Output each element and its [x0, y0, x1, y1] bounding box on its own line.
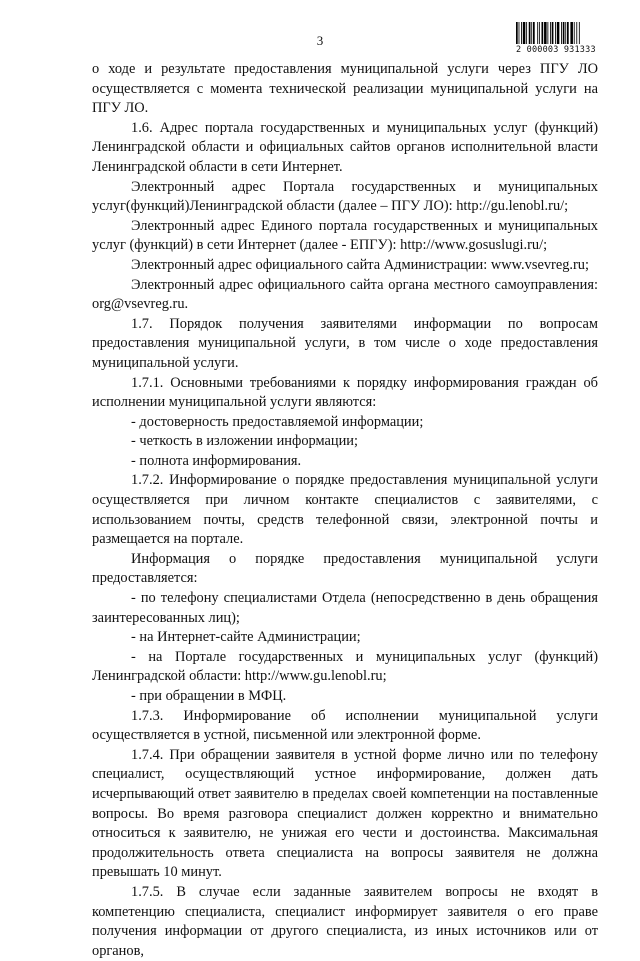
paragraph: - достоверность предоставляемой информации;	[131, 413, 424, 430]
paragraph: 1.7.5. В случае если заданные заявителем вопросы не входят в компетенцию специалиста, специалист информирует заявителя о его праве получения информации от другого специалиста, из иных источников или от органов,	[92, 883, 598, 959]
paragraph: - на Портале государственных и муниципальных услуг (функций) Ленинградской области: http://www.gu.lenobl.ru;	[92, 648, 598, 685]
paragraph: Электронный адрес официального сайта Администрации: www.vsevreg.ru;	[131, 256, 589, 273]
barcode-number: 2 000003 931333	[516, 45, 596, 55]
paragraph: о ходе и результате предоставления муниципальной услуги через ПГУ ЛО осуществляется с момента технической реализации муниципальной услуги на ПГУ ЛО.	[92, 61, 598, 117]
paragraph: 1.7.3. Информирование об исполнении муниципальной услуги осуществляется в устной, письменной или электронной форме.	[92, 707, 598, 744]
paragraph: Электронный адрес Портала государственных и муниципальных услуг(функций)Ленинградской области (далее – ПГУ ЛО): http://gu.lenobl.ru/;	[92, 178, 598, 215]
paragraph: Информация о порядке предоставления муниципальной услуги предоставляется:	[92, 550, 598, 587]
paragraph: 1.7.2. Информирование о порядке предоставления муниципальной услуги осуществляется при личном контакте специалистов с заявителями, с использованием почты, средств телефонной связи, электронной почты и размещается на портале.	[92, 472, 598, 548]
barcode	[516, 22, 602, 55]
page-number: 3	[316, 33, 324, 48]
paragraph: Электронный адрес официального сайта органа местного самоуправления: org@vsevreg.ru.	[92, 276, 598, 313]
paragraph: 1.7.4. При обращении заявителя в устной форме лично или по телефону специалист, осуществляющий устное информирование, должен дать исчерпывающий ответ заявителю в пределах своей компетенции на поставленные вопросы. Во время разговора специалист должен корректно и внимательно относиться к заявителю, не унижая его чести и достоинства. Максимальная продолжительность ответа специалиста на вопросы заявителя не должна превышать 10 минут.	[92, 746, 598, 881]
paragraph: - на Интернет-сайте Администрации;	[131, 629, 361, 646]
document-body	[92, 60, 598, 961]
paragraph: Электронный адрес Единого портала государственных и муниципальных услуг (функций) в сети Интернет (далее - ЕПГУ): http://www.gosuslugi.ru/;	[92, 217, 598, 254]
paragraph: 1.6. Адрес портала государственных и муниципальных услуг (функций) Ленинградской области и официальных сайтов органов исполнительной власти Ленинградской области в сети Интернет.	[92, 119, 598, 175]
paragraph: - четкость в изложении информации;	[131, 433, 358, 450]
barcode-image	[516, 22, 602, 44]
paragraph: - полнота информирования.	[131, 452, 302, 469]
paragraph: - при обращении в МФЦ.	[131, 688, 287, 704]
paragraph: 1.7.1. Основными требованиями к порядку информирования граждан об исполнении муниципальной услуги являются:	[92, 374, 598, 411]
paragraph: 1.7. Порядок получения заявителями информации по вопросам предоставления муниципальной услуги, в том числе о ходе предоставления муниципальной услуги.	[92, 315, 598, 371]
paragraph: - по телефону специалистами Отдела (непосредственно в день обращения заинтересованных лиц);	[92, 590, 598, 626]
